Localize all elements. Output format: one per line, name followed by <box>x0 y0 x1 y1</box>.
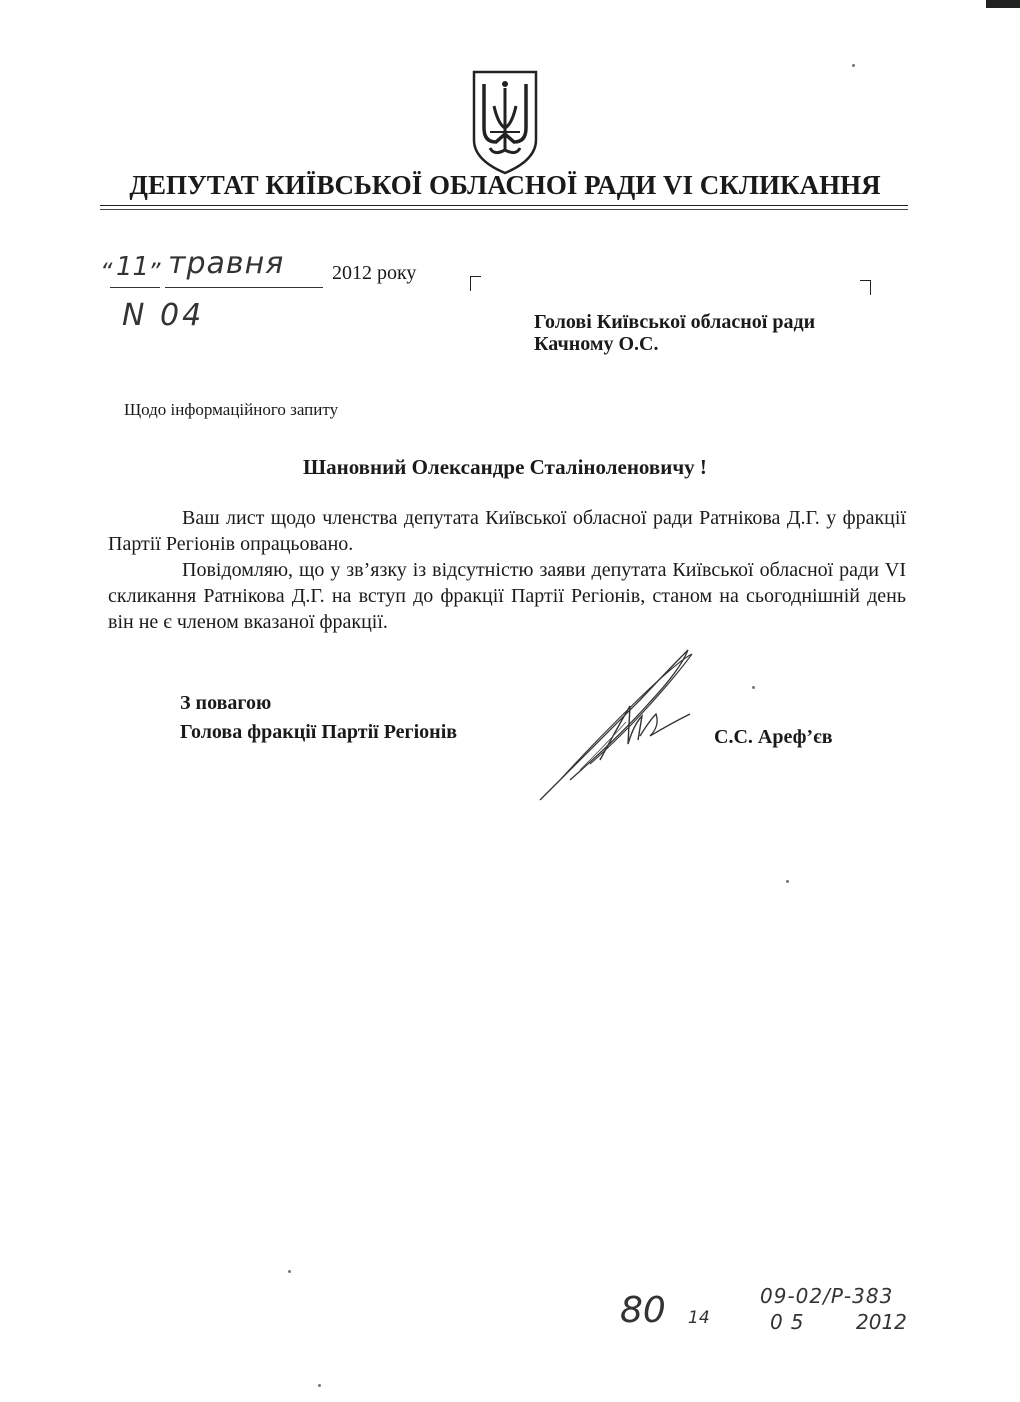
body-paragraph-2: Повідомляю, що у зв’язку із відсутністю заяви депутата Київської обласної ради VI скликання Ратнікова Д.Г. на вступ до фракції Партії Регіонів, станом на сьогоднішній день він не є членом вказаної фракції. <box>108 559 906 633</box>
date-close-quote: ” <box>148 258 161 286</box>
letterhead-title: ДЕПУТАТ КИЇВСЬКОЇ ОБЛАСНОЇ РАДИ VI СКЛИКАННЯ <box>129 170 881 200</box>
closing-position: Голова фракції Партії Регіонів <box>180 721 458 743</box>
subject-line: Щодо інформаційного запиту <box>124 400 339 419</box>
address-corner-left <box>470 276 481 291</box>
stamp-mark: 80 <box>620 1290 666 1331</box>
date-month-underline <box>165 287 323 288</box>
date-open-quote: “ <box>100 258 113 286</box>
letterhead-rule-thin <box>100 209 908 210</box>
handwritten-signature-icon <box>530 640 730 810</box>
scan-edge-mark <box>986 0 1020 8</box>
scan-speck <box>288 1270 291 1273</box>
stamp-month: 05 <box>770 1310 812 1334</box>
letterhead-rule <box>100 205 908 206</box>
date-day: 11 <box>116 252 150 282</box>
stamp-number: 09-02/Р-383 <box>760 1284 894 1308</box>
letter-body <box>108 505 906 635</box>
scan-speck <box>852 64 855 67</box>
recipient-title: Голові Київської обласної ради <box>534 311 816 333</box>
outgoing-number: N 04 <box>122 298 205 333</box>
scan-speck <box>318 1384 321 1387</box>
date-day-underline <box>110 287 160 288</box>
date-year: 2012 року <box>332 262 417 284</box>
scan-speck <box>752 686 755 689</box>
closing-regards: З повагою <box>180 692 272 714</box>
address-corner-right <box>860 280 871 295</box>
stamp-day: 14 <box>688 1308 710 1328</box>
scan-speck <box>786 880 789 883</box>
body-paragraph-1: Ваш лист щодо членства депутата Київської обласної ради Ратнікова Д.Г. у фракції Партії Регіонів опрацьовано. <box>108 507 906 555</box>
date-line <box>100 246 440 290</box>
stamp-year: 2012 <box>856 1310 907 1334</box>
date-month: травня <box>168 246 285 281</box>
signatory-name: С.С. Ареф’єв <box>714 726 833 748</box>
coat-of-arms-icon <box>470 70 540 175</box>
registration-stamp <box>610 1270 930 1380</box>
recipient-name: Качному О.С. <box>534 333 659 355</box>
salutation: Шановний Олександре Сталіноленовичу ! <box>303 455 707 479</box>
